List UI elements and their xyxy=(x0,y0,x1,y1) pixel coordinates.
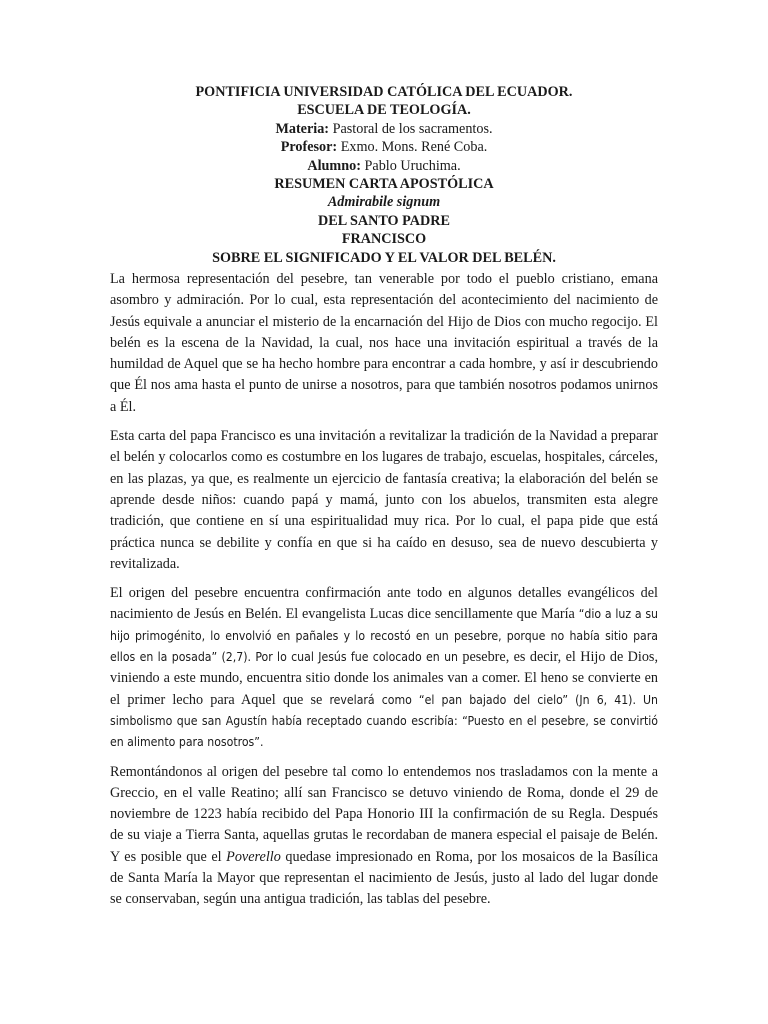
paragraph-4-text-a: Remontándonos al origen del pesebre tal como lo entendemos nos trasladamos con la mente a Greccio, en el valle Reatino; allí san Francisco se detuvo viniendo de Roma, donde el 29 de noviembre de 1223 había recibido del Papa Honorio III la confirmación de su Regla. Después de su viaje a Tierra Santa, aquellas grutas le recordaban de manera especial el paisaje de Belén. Y es posible que el xyxy=(110,763,658,865)
profesor-line xyxy=(110,138,658,156)
alumno-value: Pablo Uruchima. xyxy=(364,157,461,174)
paragraph-4-text-b: quedase impresionado en Roma, por los mosaicos de la Basílica de Santa María la Mayor que representan el nacimiento de Jesús, justo al lado del lugar donde se conservaban, según una antigua tradición, las tablas del pesebre. xyxy=(110,848,658,908)
school-title: ESCUELA DE TEOLOGÍA. xyxy=(297,102,471,119)
sobre-line: SOBRE EL SIGNIFICADO Y EL VALOR DEL BELÉN. xyxy=(212,249,556,266)
alumno-line xyxy=(110,157,658,175)
document-subtitle: Admirabile signum xyxy=(327,194,441,211)
materia-value: Pastoral de los sacramentos. xyxy=(332,120,493,137)
document-body xyxy=(110,269,658,919)
paragraph-3-quote-2: revelará como “el pan bajado del cielo” (Jn 6, 41). Un simbolismo que san Agustín había receptado cuando escribía: “Puesto en el pesebre, se convirtió en alimento para nosotros”. xyxy=(110,692,659,750)
profesor-label: Profesor: xyxy=(280,139,338,156)
paragraph-3-text-a: El origen del pesebre encuentra confirmación ante todo en algunos detalles evangélicos del nacimiento de Jesús en Belén. El evangelista Lucas dice sencillamente que María xyxy=(110,585,658,623)
paragraph-4 xyxy=(110,762,658,911)
paragraph-2: Esta carta del papa Francisco es una invitación a revitalizar la tradición de la Navidad a preparar el belén y colocarlos como es costumbre en los lugares de trabajo, escuelas, hospitales, cárceles, en las plazas, ya que, es realmente un ejercicio de fantasía creativa; la elaboración del belén se aprende desde niños: cuando papá y mamá, junto con los abuelos, transmiten esta alegre tradición, que contiene en sí una espiritualidad muy rica. Por lo cual, el papa pide que está práctica nunca se debilite y confía en que si ha caído en desuso, sea de nuevo descubierta y revitalizada. xyxy=(110,428,658,572)
paragraph-3-quote-1: “dio a luz a su hijo primogénito, lo envolvió en pañales y lo recostó en un pesebre, porque no había sitio para ellos en la posada” (2,7). Por lo cual Jesús fue colocado en un xyxy=(110,607,658,665)
materia-line xyxy=(110,120,658,138)
santo-padre-line: DEL SANTO PADRE xyxy=(318,212,450,229)
paragraph-1: La hermosa representación del pesebre, tan venerable por todo el pueblo cristiano, emana asombro y admiración. Por lo cual, esta representación del acontecimiento del nacimiento de Jesús equivale a anunciar el misterio de la encarnación del Hijo de Dios con mucho regocijo. El belén es la escena de la Navidad, la cual, nos hace una invitación espiritual a través de la humildad de Aquel que se ha hecho hombre para encontrar a cada hombre, y así ir descubriendo que Él nos ama hasta el punto de unirse a nosotros, para que también nosotros podamos unirnos a Él. xyxy=(110,271,658,415)
francisco-line: FRANCISCO xyxy=(341,231,427,248)
paragraph-3 xyxy=(110,583,658,753)
alumno-label: Alumno: xyxy=(307,157,361,174)
paragraph-4-poverello: Poverello xyxy=(226,848,281,865)
paragraph-3-text-b: pesebre, es decir, el Hijo de Dios, viniendo a este mundo, encuentra sitio donde los animales van a comer. El heno se convierte en el primer lecho para Aquel que se xyxy=(110,649,658,708)
document-header xyxy=(110,83,658,267)
university-title: PONTIFICIA UNIVERSIDAD CATÓLICA DEL ECUADOR. xyxy=(195,84,573,100)
materia-label: Materia: xyxy=(275,120,330,137)
profesor-value: Exmo. Mons. René Coba. xyxy=(340,139,488,156)
document-title: RESUMEN CARTA APOSTÓLICA xyxy=(274,176,494,193)
